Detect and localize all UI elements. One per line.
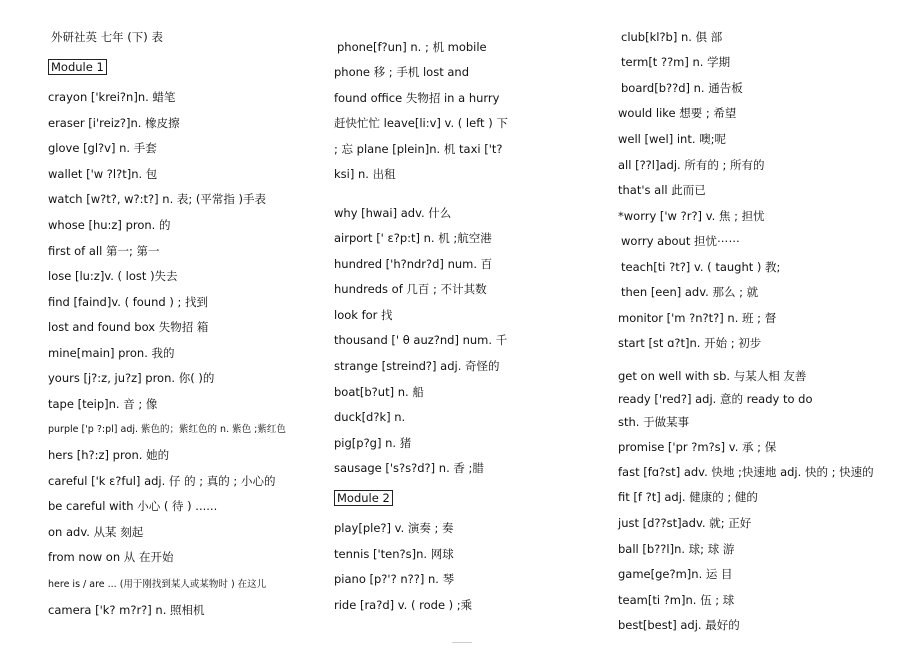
vocabulary-entry: fast [fɑ?st] adv. 快地 ;快速地 adj. 快的 ; 快速的 <box>618 465 874 479</box>
module-heading-label: Module 1 <box>48 59 107 75</box>
vocabulary-entry: glove [gl?v] n. 手套 <box>48 141 157 155</box>
vocabulary-entry: whose [hu:z] pron. 的 <box>48 218 171 232</box>
vocabulary-entry: fit [f ?t] adj. 健康的 ; 健的 <box>618 490 758 504</box>
vocabulary-entry: look for 找 <box>334 308 393 322</box>
vocabulary-entry: airport [' ε?p:t] n. 机 ;航空港 <box>334 231 492 245</box>
vocabulary-entry: lose [lu:z]v. ( lost )失去 <box>48 269 178 283</box>
vocabulary-entry: would like 想要 ; 希望 <box>618 106 737 120</box>
vocabulary-entry: eraser [i'reiz?]n. 橡皮擦 <box>48 116 180 130</box>
vocabulary-entry: hers [h?:z] pron. 她的 <box>48 448 170 462</box>
vocabulary-entry: from now on 从 在开始 <box>48 550 174 564</box>
vocabulary-entry: then [een] adv. 那么 ; 就 <box>621 285 759 299</box>
vocabulary-entry: *worry ['w ?r?] v. 焦 ; 担忧 <box>618 209 765 223</box>
vocabulary-entry: sausage ['s?s?d?] n. 香 ;腊 <box>334 461 484 475</box>
vocabulary-entry: yours [j?:z, ju?z] pron. 你( )的 <box>48 371 215 385</box>
vocabulary-entry: that's all 此而已 <box>618 183 706 197</box>
vocabulary-entry: on adv. 从某 刻起 <box>48 525 144 539</box>
vocabulary-entry: watch [w?t?, w?:t?] n. 表; (平常指 )手表 <box>48 192 267 206</box>
vocabulary-entry: thousand [' θ auz?nd] num. 千 <box>334 333 508 347</box>
vocabulary-entry: piano [p?'? n??] n. 琴 <box>334 572 455 586</box>
vocabulary-entry: well [wel] int. 噢;呢 <box>618 132 727 146</box>
vocabulary-entry: tennis ['ten?s]n. 网球 <box>334 547 454 561</box>
vocabulary-entry: tape [teip]n. 音 ; 像 <box>48 397 158 411</box>
vocabulary-entry: team[ti ?m]n. 伍 ; 球 <box>618 593 735 607</box>
vocabulary-entry: club[kl?b] n. 俱 部 <box>621 30 723 44</box>
vocabulary-entry: wallet ['w ?l?t]n. 包 <box>48 167 158 181</box>
vocabulary-entry: why [hwai] adv. 什么 <box>334 206 452 220</box>
vocabulary-entry: ride [ra?d] v. ( rode ) ;乘 <box>334 598 473 612</box>
vocabulary-entry: pig[p?g] n. 猪 <box>334 436 412 450</box>
vocabulary-entry: hundreds of 几百 ; 不计其数 <box>334 282 487 296</box>
vocabulary-entry: crayon ['krei?n]n. 蜡笔 <box>48 90 176 104</box>
vocabulary-entry: phone[f?un] n. ; 机 mobile <box>337 40 487 54</box>
vocabulary-entry: boat[b?ut] n. 船 <box>334 385 424 399</box>
vocabulary-entry: sth. 于做某事 <box>618 415 690 429</box>
vocabulary-entry: strange [streind?] adj. 奇怪的 <box>334 359 500 373</box>
vocabulary-entry: promise ['pr ?m?s] v. 承 ; 保 <box>618 440 777 454</box>
vocabulary-entry: be careful with 小心 ( 待 ) ...... <box>48 499 218 513</box>
vocabulary-entry: teach[ti ?t?] v. ( taught ) 教; <box>621 260 781 274</box>
vocabulary-entry: duck[d?k] n. <box>334 410 406 424</box>
vocabulary-entry: ; 忘 plane [plein]n. 机 taxi ['t? <box>334 142 503 156</box>
vocabulary-entry: found office 失物招 in a hurry <box>334 91 500 105</box>
vocabulary-entry: purple ['p ?:pl] adj. 紫色的；紫红色的 n. 紫色 ;紫红色 <box>48 424 286 435</box>
vocabulary-entry: monitor ['m ?n?t?] n. 班 ; 督 <box>618 311 777 325</box>
module-heading <box>48 60 107 74</box>
vocabulary-entry: just [d??st]adv. 就; 正好 <box>618 516 752 530</box>
vocabulary-entry: get on well with sb. 与某人相 友善 <box>618 369 807 383</box>
vocabulary-entry: careful ['k ε?ful] adj. 仔 的 ; 真的 ; 小心的 <box>48 474 276 488</box>
vocabulary-entry: best[best] adj. 最好的 <box>618 618 740 632</box>
vocabulary-entry: ball [b??l]n. 球; 球 游 <box>618 542 735 556</box>
vocabulary-entry: lost and found box 失物招 箱 <box>48 320 209 334</box>
vocabulary-entry: game[ge?m]n. 运 目 <box>618 567 733 581</box>
vocabulary-entry: worry about 担忧⋯⋯ <box>621 234 740 248</box>
document-title: 外研社英 七年 (下) 表 <box>51 30 163 44</box>
vocabulary-entry: camera ['k? m?r?] n. 照相机 <box>48 603 205 617</box>
module-heading <box>334 491 393 505</box>
vocabulary-entry: ready ['red?] adj. 意的 ready to do <box>618 392 813 406</box>
vocabulary-entry: term[t ??m] n. 学期 <box>621 55 731 69</box>
vocabulary-entry: hundred ['h?ndr?d] num. 百 <box>334 257 493 271</box>
vocabulary-entry: all [??l]adj. 所有的 ; 所有的 <box>618 158 765 172</box>
module-heading-label: Module 2 <box>334 490 393 506</box>
page-footer-mark <box>452 642 472 647</box>
vocabulary-entry: 赶快忙忙 leave[li:v] v. ( left ) 下 <box>334 116 508 130</box>
vocabulary-entry: ksi] n. 出租 <box>334 167 396 181</box>
vocabulary-entry: find [faind]v. ( found ) ; 找到 <box>48 295 208 309</box>
vocabulary-entry: board[b??d] n. 通告板 <box>621 81 743 95</box>
vocabulary-entry: first of all 第一; 第一 <box>48 244 160 258</box>
vocabulary-entry: start [st ɑ?t]n. 开始 ; 初步 <box>618 336 762 350</box>
vocabulary-entry: phone 移 ; 手机 lost and <box>334 65 470 79</box>
vocabulary-entry: play[ple?] v. 演奏 ; 奏 <box>334 521 454 535</box>
vocabulary-entry: mine[main] pron. 我的 <box>48 346 175 360</box>
vocabulary-entry: here is / are ... (用于刚找到某人或某物时 ) 在这儿 <box>48 579 267 590</box>
